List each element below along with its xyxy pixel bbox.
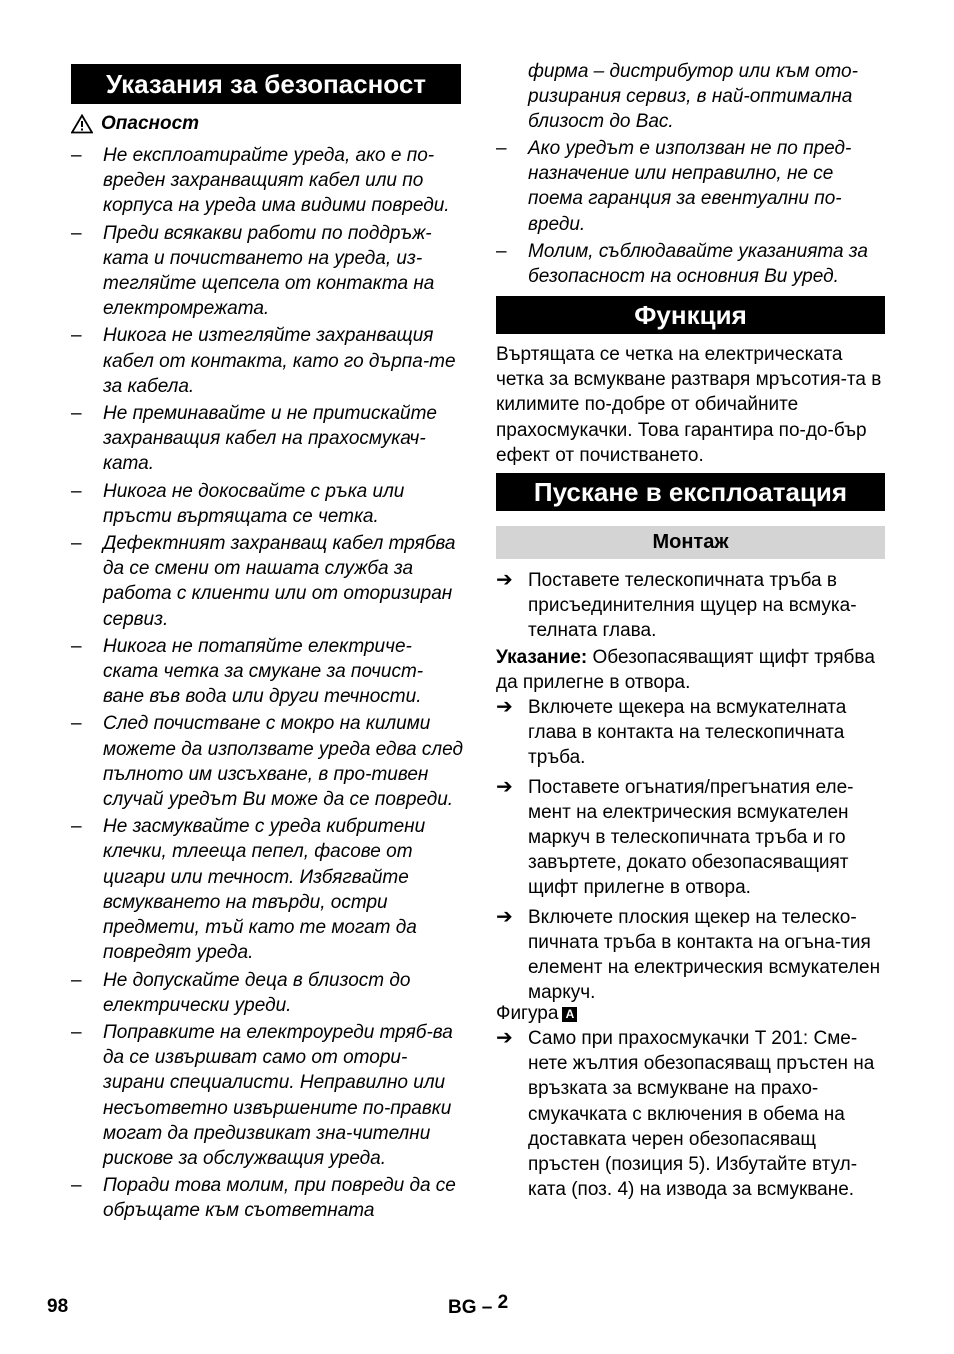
figure-ref: Фигура A [496, 1001, 888, 1026]
list-item: – Не допускайте деца в близост до електрически уреди. [71, 969, 411, 1016]
function-heading: Функция [496, 296, 885, 334]
assembly-steps-2 [496, 695, 888, 1007]
step-item: ➔ Поставете телескопичната тръба в присъединителния щуцер на всмука-телната глава. [496, 569, 857, 642]
warning-triangle-icon [71, 114, 93, 134]
list-item: – Не преминавайте и не притискайте захранващия кабел на прахосмукач-ката. [71, 403, 437, 475]
list-item: – Ако уредът е използван не по пред-назначение или неправилно, не се поема гаранция за евентуални по-вреди. [496, 138, 852, 235]
list-item: – Никога не изтегляйте захранващия кабел от контакта, като го дърпа-те за кабела. [71, 325, 456, 397]
arrow-right-icon: ➔ [496, 696, 513, 718]
safety-list-continued [496, 136, 888, 291]
list-item: – Никога не потапяйте електриче-ската четка за смукане за почист-ване във вода или други течности. [71, 635, 424, 708]
list-item: – Преди всякакви работи по поддръж-ката и почистването на уреда, из-тегляйте щепсела от контакта на електромрежата. [71, 222, 435, 320]
list-item: – Не експлоатирайте уреда, ако е по-вреден захранващият кабел или по корпуса на уреда има видими повреди. [71, 145, 450, 217]
arrow-right-icon: ➔ [496, 905, 513, 928]
list-item: – Поправките на електроуреди тряб-ва да се извършват само от отори-зирани специалисти. Неправилно или несъответно извършените по-правки могат да предизвикат зна-чителни рискове за обслужващия уреда. [71, 1021, 453, 1169]
arrow-right-icon: ➔ [496, 775, 513, 798]
step-item: ➔ Включете плоския щекер на телеско-пичната тръба в контакта на огъна-тия елемент на електрическия всмукателен маркуч. [496, 905, 881, 1004]
page-number: 98 [47, 1296, 69, 1317]
note: Указание: Обезопасяващият щифт трябва да прилегне в отвора. [496, 647, 875, 694]
step-item: ➔ Поставете огънатия/прегънатия еле-мент на електрическия всмукателен маркуч в телескопичната тръба и го завъртете, докато обезопасяващият щифт прилегне в отвора. [496, 775, 854, 899]
assembly-steps-1 [496, 568, 888, 646]
list-item: – Не засмуквайте с уреда кибритени клечки, тлееща пепел, фасове от цигари или течност. Избягвайте всмукването на твърди, остри предмети, тъй като те могат да повредят уреда. [71, 816, 426, 964]
danger-label: Опасност [71, 113, 199, 135]
list-item: – Молим, съблюдавайте указанията за безопасност на основния Ви уред. [496, 240, 868, 288]
page-label: BG – 2 [448, 1292, 509, 1318]
arrow-right-icon: ➔ [496, 1027, 513, 1049]
arrow-right-icon: ➔ [496, 569, 513, 591]
list-item: – Поради това молим, при повреди да се обръщате към съответната [71, 1175, 456, 1222]
startup-heading: Пускане в експлоатация [496, 473, 885, 511]
step-item: ➔ Само при прахосмукачки T 201: Сме-нете жълтия обезопасяващ пръстен на връзката за всмукване на прахо-смукачката с включения в обема на доставката черен обезопасяващ пръстен (позиция 5). Избутайте втул-ката (поз. 4) на извода за всмукване. [496, 1027, 875, 1201]
function-text: Въртящата се четка на електрическата четка за всмукване разтваря мръсотия-та в килимите по-добре от обичайните прахосмукачки. Това гарантира по-до-бър ефект от почистването. [496, 344, 882, 466]
figure-letter-box: A [562, 1007, 577, 1022]
safety-heading: Указания за безопасност [71, 64, 461, 104]
assembly-steps-3 [496, 1026, 888, 1204]
step-item: ➔ Включете щекера на всмукателната глава в контакта на телескопичната тръба. [496, 696, 847, 769]
safety-list [71, 143, 463, 1226]
continued-text: фирма – дистрибутор или към ото-ризирания сервиз, в най-оптимална близост до Вас. [528, 61, 858, 133]
list-item: – След почистване с мокро на килими можете да използвате уреда едва след пълното им изсъхване, в про-тивен случай уредът Ви може да се повреди. [71, 713, 463, 811]
assembly-heading: Монтаж [496, 526, 885, 559]
list-item: – Никога не докосвайте с ръка или пръсти въртящата се четка. [71, 480, 405, 527]
list-item: – Дефектният захранващ кабел трябва да се смени от нашата служба за работа с клиенти или от оторизиран сервиз. [71, 533, 456, 630]
